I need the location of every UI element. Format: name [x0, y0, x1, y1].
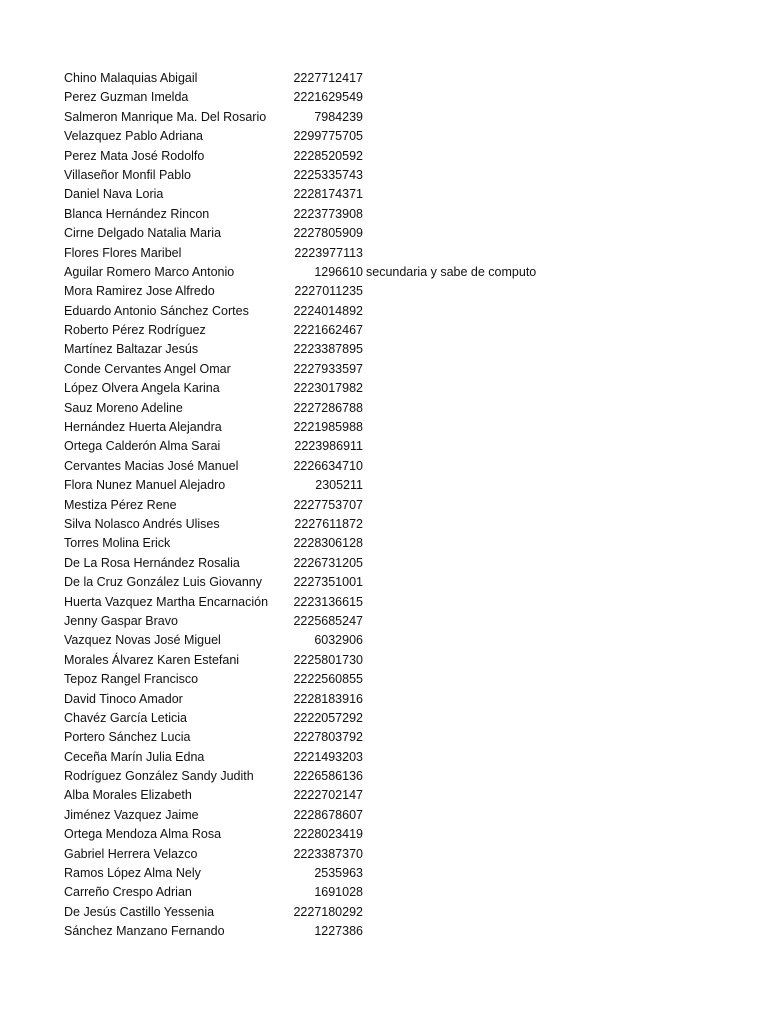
list-item [64, 166, 754, 185]
contact-phone: 2228023419 [293, 827, 363, 842]
contact-phone: 2227933597 [293, 361, 363, 376]
contact-name: Morales Álvarez Karen Estefani [64, 652, 240, 667]
contact-name: Mestiza Pérez Rene [64, 497, 177, 512]
contact-name: Aguilar Romero Marco Antonio [64, 264, 235, 279]
list-item [64, 690, 754, 709]
list-item [64, 302, 754, 321]
list-item [64, 670, 754, 689]
contact-phone: 1296610 [314, 264, 363, 279]
contact-name: Rodríguez González Sandy Judith [64, 769, 254, 784]
contact-phone: 2225801730 [293, 652, 363, 667]
contact-note: secundaria y sabe de computo [366, 264, 537, 279]
contact-name: Flores Flores Maribel [64, 245, 182, 260]
contact-phone: 2227611872 [294, 516, 363, 531]
list-item [64, 224, 754, 243]
list-item [64, 631, 754, 650]
contact-name: Conde Cervantes Angel Omar [64, 361, 231, 376]
list-item [64, 825, 754, 844]
contact-name: De la Cruz González Luis Giovanny [64, 575, 263, 590]
contact-phone: 2535963 [314, 866, 363, 881]
contact-name: Velazquez Pablo Adriana [64, 129, 203, 144]
contact-name: Ortega Mendoza Alma Rosa [64, 827, 222, 842]
contact-name: Ramos López Alma Nely [64, 866, 201, 881]
list-item [64, 864, 754, 883]
contact-phone: 2221493203 [293, 749, 363, 764]
list-item [64, 205, 754, 224]
list-item [64, 534, 754, 553]
contact-name: Ceceña Marín Julia Edna [64, 749, 205, 764]
list-item [64, 418, 754, 437]
contact-name: Torres Molina Erick [64, 536, 171, 551]
contact-name: Perez Guzman Imelda [64, 90, 189, 105]
list-item [64, 244, 754, 263]
list-item [64, 767, 754, 786]
contact-name: Huerta Vazquez Martha Encarnación [64, 594, 269, 609]
contact-phone: 1691028 [314, 885, 363, 900]
contact-phone: 2305211 [315, 478, 363, 493]
contact-phone: 2228678607 [293, 807, 363, 822]
contact-name: Ortega Calderón Alma Sarai [64, 439, 221, 454]
list-item [64, 806, 754, 825]
contact-phone: 2226586136 [293, 769, 363, 784]
list-item [64, 709, 754, 728]
list-item [64, 786, 754, 805]
contact-phone: 2226634710 [293, 458, 363, 473]
list-item [64, 883, 754, 902]
contact-name: Mora Ramirez Jose Alfredo [64, 284, 215, 299]
list-item [64, 88, 754, 107]
contact-phone: 2228183916 [293, 691, 363, 706]
contact-name: Alba Morales Elizabeth [64, 788, 192, 803]
list-item [64, 282, 754, 301]
contact-name: Eduardo Antonio Sánchez Cortes [64, 303, 249, 318]
contact-name: Vazquez Novas José Miguel [64, 633, 221, 648]
contact-phone: 2223387370 [293, 846, 363, 861]
contact-phone: 2227805909 [293, 226, 363, 241]
contact-name: Flora Nunez Manuel Alejadro [64, 478, 226, 493]
contact-phone: 1227386 [314, 924, 363, 939]
contact-phone: 2223387895 [293, 342, 363, 357]
contact-name: Jiménez Vazquez Jaime [64, 807, 199, 822]
contact-name: Sauz Moreno Adeline [64, 400, 183, 415]
list-item [64, 321, 754, 340]
contact-name: Martínez Baltazar Jesús [64, 342, 199, 357]
list-item [64, 476, 754, 495]
list-item [64, 399, 754, 418]
contact-name: De La Rosa Hernández Rosalia [64, 555, 240, 570]
list-item [64, 127, 754, 146]
contact-phone: 2228306128 [293, 536, 363, 551]
list-item [64, 651, 754, 670]
contact-name: Villaseñor Monfil Pablo [64, 167, 191, 182]
contact-list [64, 69, 754, 942]
contact-name: Daniel Nava Loria [64, 187, 164, 202]
contact-phone: 2227753707 [293, 497, 363, 512]
list-item [64, 593, 754, 612]
contact-phone: 2225335743 [293, 167, 363, 182]
list-item [64, 263, 754, 282]
contact-phone: 2226731205 [293, 555, 363, 570]
list-item [64, 903, 754, 922]
contact-name: Cirne Delgado Natalia Maria [64, 226, 222, 241]
list-item [64, 108, 754, 127]
contact-name: Chino Malaquias Abigail [64, 71, 198, 85]
list-item [64, 379, 754, 398]
list-item [64, 360, 754, 379]
list-item [64, 748, 754, 767]
contact-phone: 7984239 [314, 109, 363, 124]
contact-phone: 6032906 [314, 633, 363, 648]
contact-phone: 2221985988 [293, 420, 363, 435]
contact-name: Tepoz Rangel Francisco [64, 672, 199, 687]
contact-name: Sánchez Manzano Fernando [64, 924, 225, 939]
contact-phone: 2222702147 [293, 788, 363, 803]
contact-phone: 2223986911 [294, 439, 363, 454]
contact-name: Hernández Huerta Alejandra [64, 420, 222, 435]
contact-phone: 2222057292 [293, 710, 363, 725]
contact-phone: 2227803792 [293, 730, 363, 745]
list-item [64, 612, 754, 631]
list-item [64, 147, 754, 166]
contact-name: Perez Mata José Rodolfo [64, 148, 205, 163]
contact-phone: 2221662467 [293, 323, 363, 338]
contact-phone: 2227286788 [293, 400, 363, 415]
list-item [64, 845, 754, 864]
list-item [64, 515, 754, 534]
contact-name: De Jesús Castillo Yessenia [64, 904, 215, 919]
list-item [64, 437, 754, 456]
contact-name: Silva Nolasco Andrés Ulises [64, 516, 220, 531]
contact-phone: 2227351001 [293, 575, 363, 590]
contact-name: Cervantes Macias José Manuel [64, 458, 239, 473]
contact-phone: 2224014892 [293, 303, 363, 318]
contact-name: López Olvera Angela Karina [64, 381, 220, 396]
contact-name: Carreño Crespo Adrian [64, 885, 192, 900]
contact-phone: 2227011235 [294, 284, 363, 299]
list-item [64, 69, 754, 88]
contact-name: Jenny Gaspar Bravo [64, 613, 178, 628]
list-item [64, 922, 754, 941]
contact-name: Roberto Pérez Rodríguez [64, 323, 206, 338]
contact-phone: 2228174371 [293, 187, 363, 202]
contact-name: Portero Sánchez Lucia [64, 730, 191, 745]
contact-phone: 2227180292 [293, 904, 363, 919]
contact-phone: 2223773908 [293, 206, 363, 221]
list-item [64, 457, 754, 476]
list-item [64, 496, 754, 515]
contact-phone: 2227712417 [293, 71, 363, 85]
contact-phone: 2223017982 [293, 381, 363, 396]
contact-name: Blanca Hernández Rincon [64, 206, 210, 221]
list-item [64, 340, 754, 359]
list-item [64, 185, 754, 204]
contact-phone: 2223977113 [294, 245, 363, 260]
contact-phone: 2225685247 [293, 613, 363, 628]
list-item [64, 573, 754, 592]
list-item [64, 728, 754, 747]
contact-phone: 2228520592 [293, 148, 363, 163]
contact-phone: 2222560855 [293, 672, 363, 687]
contact-phone: 2299775705 [293, 129, 363, 144]
contact-name: David Tinoco Amador [64, 691, 183, 706]
contact-name: Chavéz García Leticia [64, 710, 187, 725]
contact-phone: 2223136615 [293, 594, 363, 609]
contact-name: Salmeron Manrique Ma. Del Rosario [64, 109, 267, 124]
list-item [64, 554, 754, 573]
contact-name: Gabriel Herrera Velazco [64, 846, 198, 861]
contact-phone: 2221629549 [293, 90, 363, 105]
